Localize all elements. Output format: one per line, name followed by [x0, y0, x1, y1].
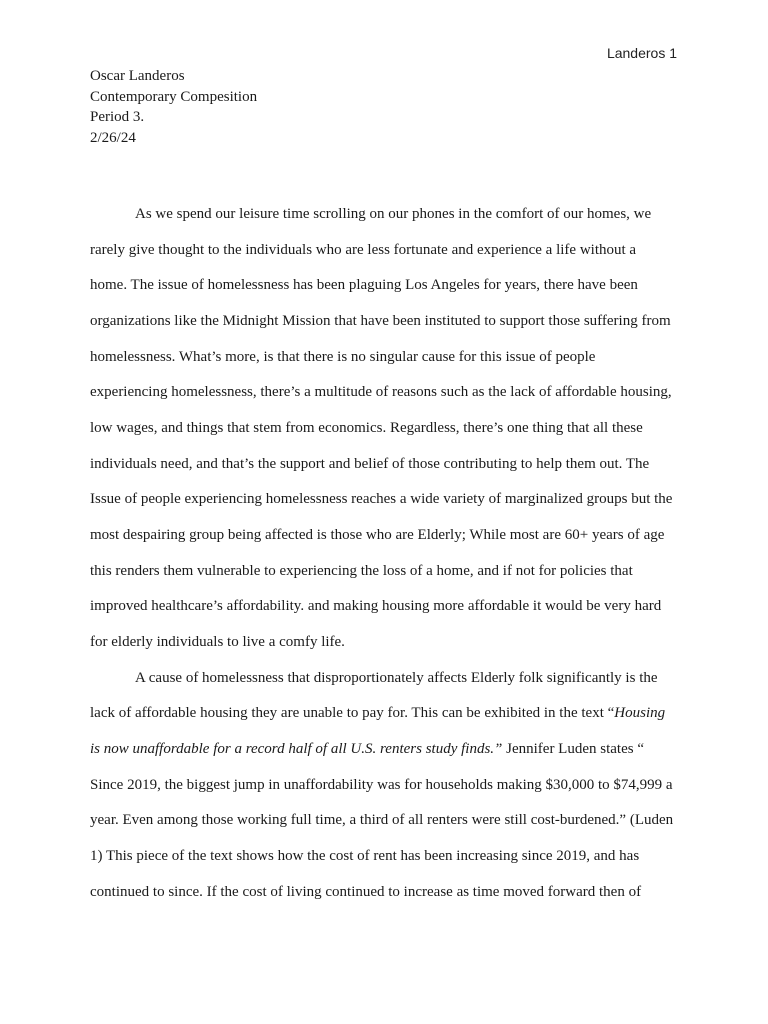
paragraph-1-line-11: this renders them vulnerable to experiencing the loss of a home, and if not for policies that	[90, 563, 633, 579]
paragraph-2-line-7: continued to since. If the cost of living continued to increase as time moved forward then of	[90, 884, 642, 900]
mla-heading	[90, 66, 257, 148]
source-title-part-1: Housing	[614, 705, 666, 721]
paragraph-2-line-4: Since 2019, the biggest jump in unaffordability was for households making $30,000 to $74,999 a	[90, 777, 673, 793]
source-title-part-2: is now unaffordable for a record half of all U.S. renters study finds.”	[90, 741, 503, 757]
paragraph-1-line-13: for elderly individuals to live a comfy life.	[90, 634, 345, 650]
running-head: Landeros 1	[606, 45, 677, 61]
paragraph-1-line-12: improved healthcare’s affordability. and making housing more affordable it would be very hard	[90, 598, 662, 614]
paragraph-1-line-2: rarely give thought to the individuals who are less fortunate and experience a life without a	[90, 242, 637, 258]
paragraph-2-line-3-text: Jennifer Luden states “	[502, 741, 644, 757]
paragraph-2-line-3	[90, 739, 644, 759]
paragraph-1-line-6: experiencing homelessness, there’s a multitude of reasons such as the lack of affordable housing,	[90, 384, 672, 400]
author-name: Oscar Landeros	[90, 68, 185, 84]
essay-date: 2/26/24	[90, 129, 136, 146]
paragraph-1-line-7: low wages, and things that stem from economics. Regardless, there’s one thing that all these	[90, 420, 643, 436]
paragraph-2-line-2	[90, 703, 665, 723]
paragraph-1-line-10: most despairing group being affected is those who are Elderly; While most are 60+ years of age	[90, 527, 665, 543]
course-name: Contemporary Compesition	[90, 88, 258, 105]
paragraph-1-line-1: As we spend our leisure time scrolling on our phones in the comfort of our homes, we	[135, 206, 652, 222]
paragraph-1-line-3: home. The issue of homelessness has been plaguing Los Angeles for years, there have been	[90, 277, 638, 293]
paragraph-1-line-4: organizations like the Midnight Mission that have been instituted to support those suffering from	[90, 313, 671, 329]
class-period: Period 3.	[90, 109, 145, 125]
paragraph-2-line-5: year. Even among those working full time, a third of all renters were still cost-burdened.” (Luden	[90, 812, 674, 828]
paragraph-1-line-8: individuals need, and that’s the support and belief of those contributing to help them out. The	[90, 456, 650, 472]
paragraph-1-line-9: Issue of people experiencing homelessness reaches a wide variety of marginalized groups but the	[90, 491, 673, 507]
paragraph-1-line-5: homelessness. What’s more, is that there is no singular cause for this issue of people	[90, 349, 596, 365]
paragraph-2-line-6: 1) This piece of the text shows how the cost of rent has been increasing since 2019, and has	[90, 848, 640, 864]
paragraph-2-line-1: A cause of homelessness that disproportionately affects Elderly folk significantly is the	[135, 670, 658, 686]
paragraph-2-line-2-text: lack of affordable housing they are unable to pay for. This can be exhibited in the text “	[90, 705, 615, 721]
